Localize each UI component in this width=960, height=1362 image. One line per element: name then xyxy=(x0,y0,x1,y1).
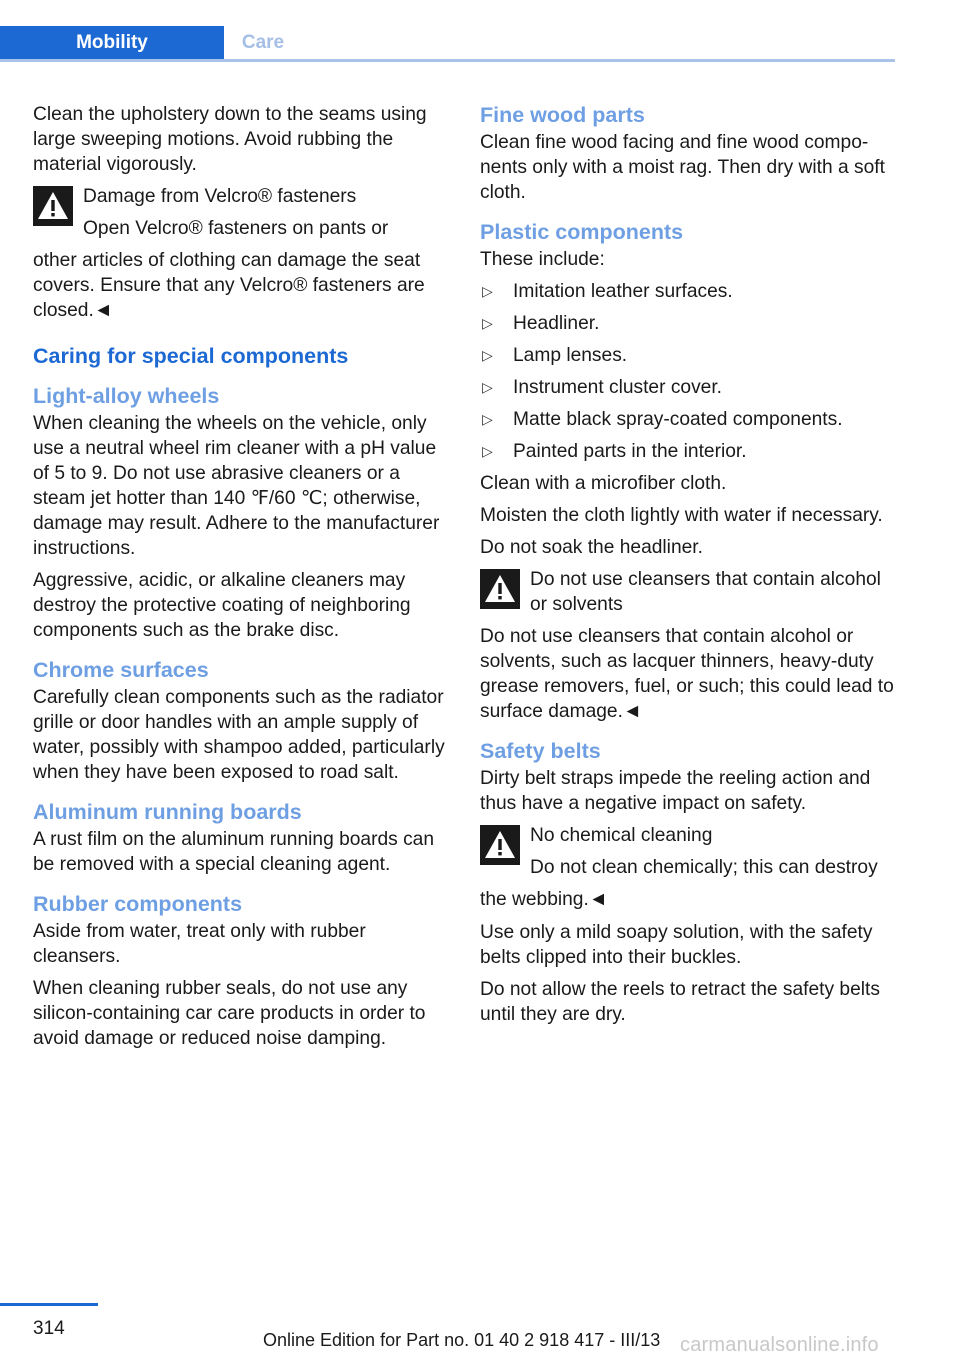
wheels-paragraph-2: Aggressive, acidic, or alkaline cleaners may destroy the protective coating of neighboring components such as the brake disc. xyxy=(33,570,411,641)
warning-title: Damage from Velcro® fasteners xyxy=(83,186,357,207)
header-divider xyxy=(0,59,895,62)
edition-note: Online Edition for Part no. 01 40 2 918 417 - III/13 xyxy=(263,1330,661,1350)
microfiber-paragraph: Clean with a microfiber cloth. xyxy=(480,473,727,494)
list-item: ▷ Matte black spray-coated components. xyxy=(482,409,843,430)
warning-triangle-icon xyxy=(480,825,520,865)
section-heading-special-components: Caring for special components xyxy=(33,344,349,368)
belts-paragraph-1: Dirty belt straps impede the reeling action and thus have a negative impact on safety. xyxy=(480,768,871,814)
belts-paragraph-2: Use only a mild soapy solution, with the safety belts clipped into their buckles. xyxy=(480,922,873,968)
subheading-plastic-components: Plastic components xyxy=(480,220,684,244)
moisten-paragraph: Moisten the cloth lightly with water if necessary. xyxy=(480,505,883,526)
warning-title: No chemical cleaning xyxy=(530,825,713,846)
watermark: carmanualsonline.info xyxy=(680,1334,879,1356)
plastic-components-list xyxy=(480,279,895,464)
warning-velcro xyxy=(33,184,448,323)
subheading-aluminum-running-boards: Aluminum running boards xyxy=(33,800,302,824)
rubber-paragraph-2: When cleaning rubber seals, do not use any silicon-containing car care products in order to avoid damage or reduced noise damping. xyxy=(33,978,426,1049)
list-item: ▷ Headliner. xyxy=(482,313,600,334)
rubber-paragraph-1: Aside from water, treat only with rubber cleansers. xyxy=(33,921,366,967)
warning-body: the webbing.◄ xyxy=(480,889,608,910)
warning-chemical-cleaning xyxy=(480,823,895,912)
list-item: ▷ Instrument cluster cover. xyxy=(482,377,723,398)
upholstery-paragraph: Clean the upholstery down to the seams using large sweeping motions. Avoid rubbing the material vigorously. xyxy=(33,104,427,175)
wheels-paragraph-1: When cleaning the wheels on the vehicle, only use a neutral wheel rim cleaner with a pH value of 5 to 9. Do not use abrasive cleaners or a steam jet hotter than 140 ℉/60 ℃; otherwise, damage may result. Adhere to the manufacturer instructions. xyxy=(33,413,440,559)
list-item: ▷ Lamp lenses. xyxy=(482,345,628,366)
subheading-chrome-surfaces: Chrome surfaces xyxy=(33,658,209,682)
tab-mobility[interactable]: Mobility xyxy=(0,26,224,60)
list-item: ▷ Imitation leather surfaces. xyxy=(482,281,733,302)
warning-title: Do not use cleansers that contain alcohol or solvents xyxy=(530,569,881,615)
triangle-right-icon: ▷ xyxy=(482,379,493,395)
triangle-right-icon: ▷ xyxy=(482,283,493,299)
right-column xyxy=(480,102,895,1034)
chapter-header xyxy=(0,0,895,62)
list-item: ▷ Painted parts in the interior. xyxy=(482,441,747,462)
headliner-paragraph: Do not soak the headliner. xyxy=(480,537,703,558)
subheading-light-alloy-wheels: Light-alloy wheels xyxy=(33,384,220,408)
warning-triangle-icon xyxy=(33,186,73,226)
triangle-right-icon: ▷ xyxy=(482,315,493,331)
subheading-fine-wood-parts: Fine wood parts xyxy=(480,103,645,127)
triangle-right-icon: ▷ xyxy=(482,347,493,363)
triangle-right-icon: ▷ xyxy=(482,443,493,459)
plastic-intro: These include: xyxy=(480,249,605,270)
warning-first-line: Do not clean chemically; this can destroy xyxy=(530,857,878,878)
warning-triangle-icon xyxy=(480,569,520,609)
subheading-rubber-components: Rubber components xyxy=(33,892,243,916)
warning-body: other articles of clothing can damage the seat covers. Ensure that any Velcro® fasteners are closed.◄ xyxy=(33,250,425,321)
triangle-right-icon: ▷ xyxy=(482,411,493,427)
wood-paragraph: Clean fine wood facing and fine wood components only with a moist rag. Then dry with a soft cloth. xyxy=(480,132,885,203)
left-column xyxy=(33,102,448,1058)
warning-first-line: Open Velcro® fasteners on pants or xyxy=(83,218,389,239)
subheading-safety-belts: Safety belts xyxy=(480,739,601,763)
belts-paragraph-3: Do not allow the reels to retract the safety belts until they are dry. xyxy=(480,979,880,1025)
chrome-paragraph: Carefully clean components such as the radiator grille or door handles with an ample supply of water, possibly with shampoo added, particularly when they have been exposed to road salt. xyxy=(33,687,445,783)
aluminum-paragraph: A rust film on the aluminum running boards can be removed with a special cleaning agent. xyxy=(33,829,435,875)
page-number: 314 xyxy=(33,1318,65,1339)
warning-alcohol-solvents xyxy=(480,567,895,724)
warning-body: Do not use cleansers that contain alcohol or solvents, such as lacquer thinners, heavy-duty grease removers, fuel, or such; this could lead to surface damage.◄ xyxy=(480,626,894,722)
tab-care[interactable]: Care xyxy=(241,32,285,53)
footer-rule xyxy=(0,1303,98,1306)
